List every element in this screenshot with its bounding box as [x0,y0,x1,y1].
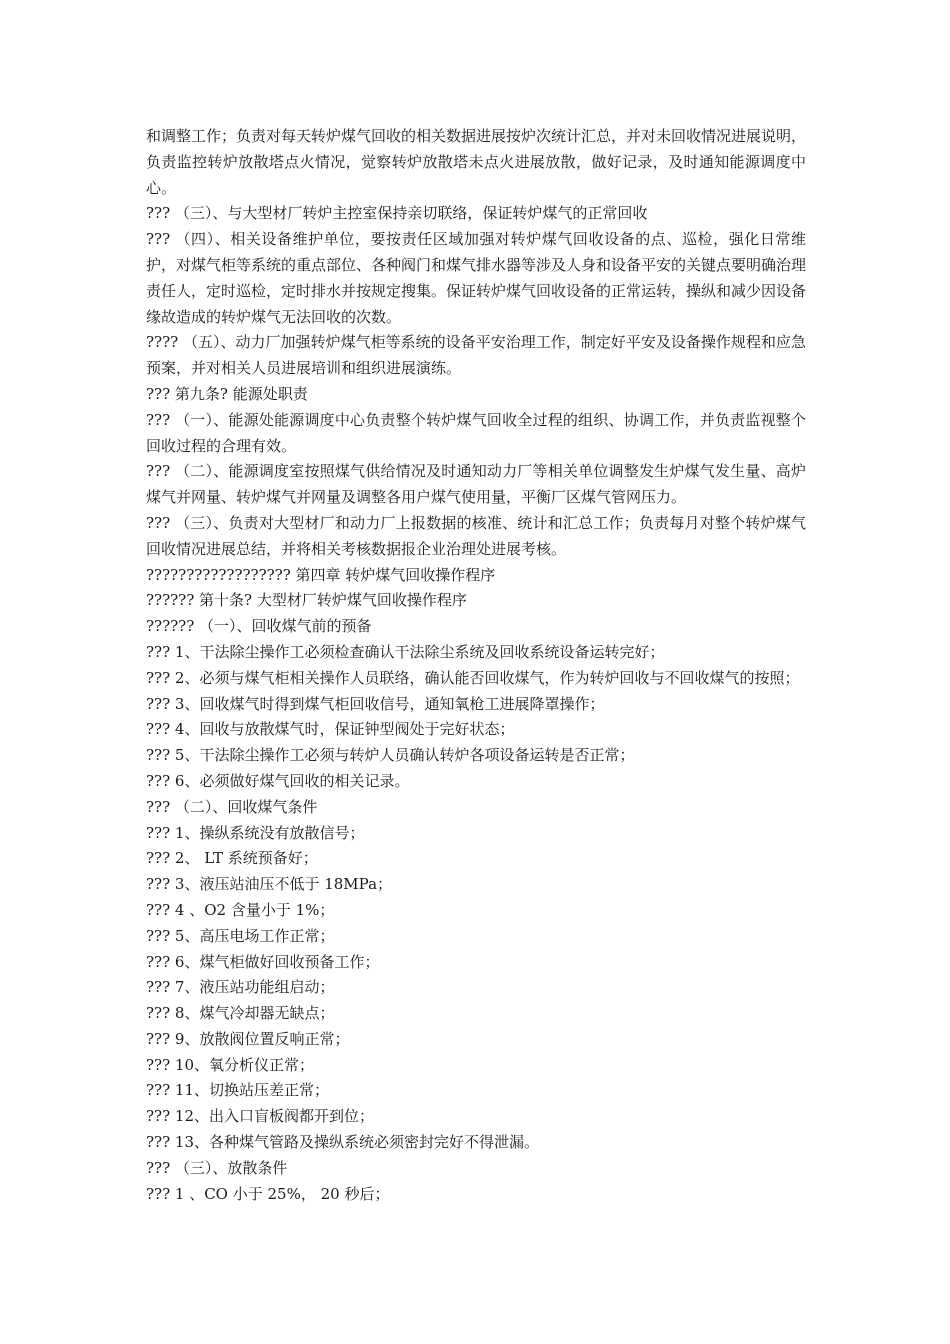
paragraph: ??? （一）、能源处能源调度中心负责整个转炉煤气回收全过程的组织、协调工作，并负责监视整个回收过程的合理有效。 [146,410,806,455]
paragraph: ??? （四）、相关设备维护单位，要按责任区域加强对转炉煤气回收设备的点、巡检，强化日常维护，对煤气柜等系统的重点部位、各种阀门和煤气排水器等涉及人身和设备平安的关键点要明确治理责任人，定时巡检，定时排水并按规定搜集。保证转炉煤气回收设备的正常运转，操纵和减少因设备缘故造成的转炉煤气无法回收的次数。 [146,230,807,326]
list-item: ??? 1、操纵系统没有放散信号； [146,823,365,842]
list-item: ??? 5、高压电场工作正常； [146,926,335,945]
list-item: ??? 6、煤气柜做好回收预备工作； [146,952,380,971]
list-item: ??? 1、干法除尘操作工必须检查确认干法除尘系统及回收系统设备运转完好； [146,642,665,661]
paragraph: 和调整工作；负责对每天转炉煤气回收的相关数据进展按炉次统计汇总，并对未回收情况进展说明，负责监控转炉放散塔点火情况，觉察转炉放散塔未点火进展放散，做好记录，及时通知能源调度中心。 [146,127,807,197]
list-item: ??? 1 、CO 小于 25%， 20 秒后； [146,1184,390,1203]
list-item: ??? 8、煤气冷却器无缺点； [146,1004,335,1023]
list-item: ??? 5、干法除尘操作工必须与转炉人员确认转炉各项设备运转是否正常； [146,746,635,765]
document-body [146,124,806,1207]
subsection-heading: ??? （二）、回收煤气条件 [146,797,318,816]
list-item: ??? 9、放散阀位置反响正常； [146,1029,350,1048]
list-item: ??? 10、氧分析仪正常； [146,1055,314,1074]
list-item: ??? 13、各种煤气管路及操纵系统必须密封完好不得泄漏。 [146,1133,539,1152]
subsection-heading: ??? （三）、放散条件 [146,1158,288,1177]
list-item: ??? 2、必须与煤气柜相关操作人员联络，确认能否回收煤气，作为转炉回收与不回收煤气的按照； [146,668,800,687]
paragraph: ???? （五）、动力厂加强转炉煤气柜等系统的设备平安治理工作，制定好平安及设备操作规程和应急预案，并对相关人员进展培训和组织进展演练。 [146,333,806,378]
list-item: ??? 4 、O2 含量小于 1%； [146,900,335,919]
list-item: ??? 4、回收与放散煤气时，保证钟型阀处于完好状态； [146,720,515,739]
section-heading: ??? 第九条? 能源处职责 [146,384,308,403]
list-item: ??? 3、回收煤气时得到煤气柜回收信号，通知氧枪工进展降罩操作； [146,694,605,713]
list-item: ??? 7、液压站功能组启动； [146,978,335,997]
paragraph: ??? （二）、能源调度室按照煤气供给情况及时通知动力厂等相关单位调整发生炉煤气发生量、高炉煤气并网量、转炉煤气并网量及调整各用户煤气使用量，平衡厂区煤气管网压力。 [146,462,806,507]
chapter-heading: ?????????????????? 第四章 转炉煤气回收操作程序 [146,565,496,584]
list-item: ??? 12、出入口盲板阀都开到位； [146,1107,374,1126]
paragraph: ??? （三）、负责对大型材厂和动力厂上报数据的核准、统计和汇总工作；负责每月对整个转炉煤气回收情况进展总结，并将相关考核数据报企业治理处进展考核。 [146,513,806,558]
subsection-heading: ?????? （一）、回收煤气前的预备 [146,617,372,636]
list-item: ??? 3、液压站油压不低于 18MPa； [146,875,393,894]
list-item: ??? 6、必须做好煤气回收的相关记录。 [146,771,410,790]
list-item: ??? 11、切换站压差正常； [146,1081,329,1100]
paragraph: ??? （三）、与大型材厂转炉主控室保持亲切联络，保证转炉煤气的正常回收 [146,204,648,223]
section-heading: ?????? 第十条? 大型材厂转炉煤气回收操作程序 [146,591,467,610]
list-item: ??? 2、 LT 系统预备好； [146,849,318,868]
